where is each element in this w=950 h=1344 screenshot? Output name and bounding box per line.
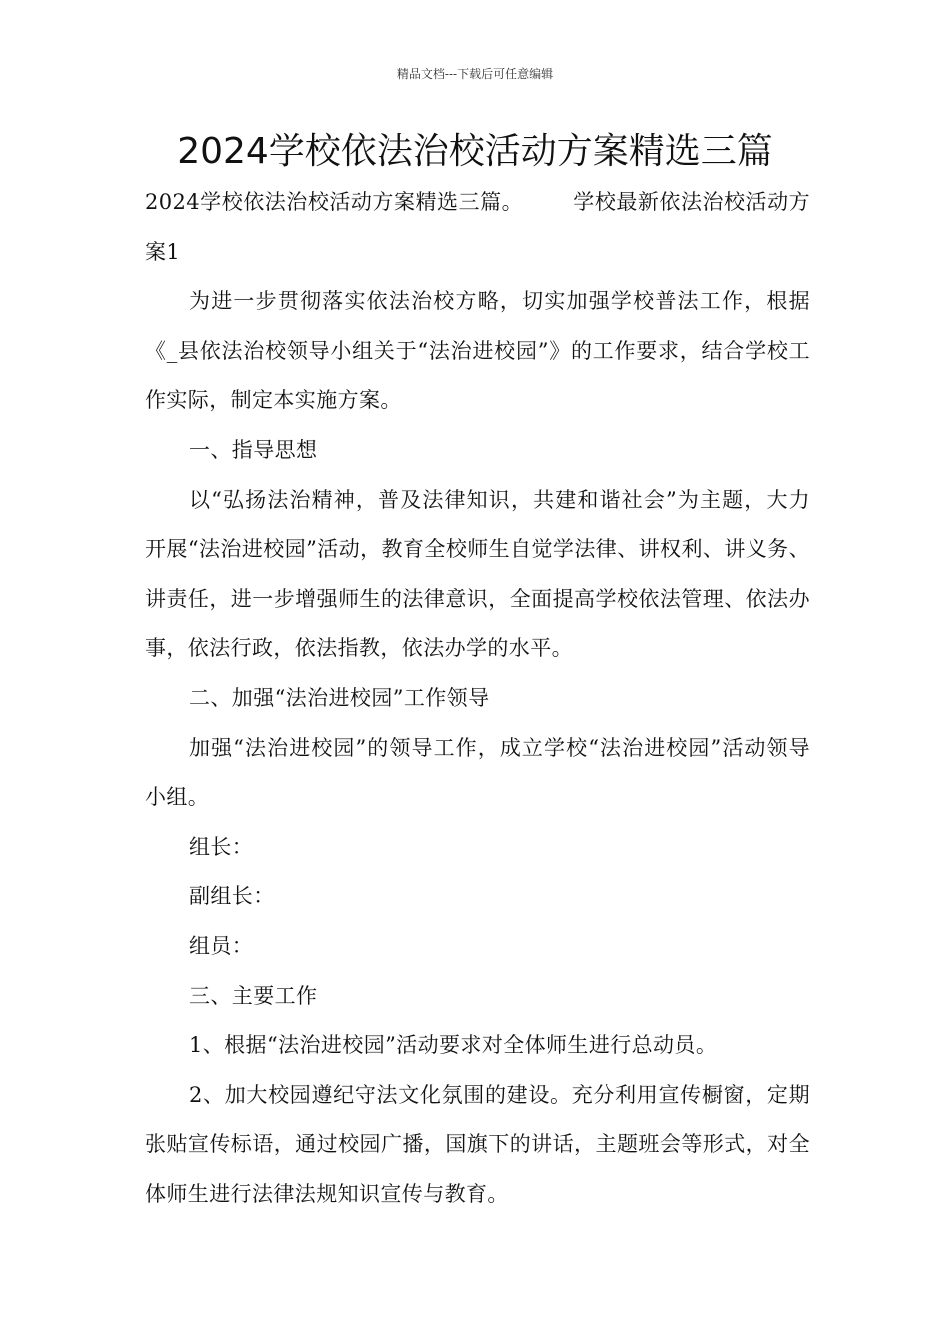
intro-right-text: 学校最新依法治校活动方案1 [145,190,811,264]
paragraph-guiding-ideology: 以“弘扬法治精神，普及法律知识，共建和谐社会”为主题，大力开展“法治进校园”活动，教育全校师生自觉学法律、讲权利、讲义务、讲责任，进一步增强师生的法律意识，全面提高学校依法管理、依法办事，依法行政，依法指教，依法办学的水平。 [145,487,810,661]
header-note: 精品文档---下载后可任意编辑 [396,67,554,81]
document-body [145,178,810,1219]
section-heading-leadership: 二、加强“法治进校园”工作领导 [189,685,490,710]
deputy-leader-line: 副组长： [189,884,275,909]
group-leader-line: 组长： [189,834,254,859]
work-item-2: 2、加大校园遵纪守法文化氛围的建设。充分利用宣传橱窗，定期张贴宣传标语，通过校园广播，国旗下的讲话，主题班会等形式，对全体师生进行法律法规知识宣传与教育。 [145,1082,810,1206]
section-heading-guiding-ideology: 一、指导思想 [189,437,318,462]
group-members-line: 组员： [189,933,254,958]
work-item-1: 1、根据“法治进校园”活动要求对全体师生进行总动员。 [189,1033,718,1058]
document-title: 2024学校依法治校活动方案精选三篇 [177,131,773,172]
paragraph-purpose: 为进一步贯彻落实依法治校方略，切实加强学校普法工作，根据《_县依法治校领导小组关于“法治进校园”》的工作要求，结合学校工作实际，制定本实施方案。 [145,289,810,413]
intro-left-text: 2024学校依法治校活动方案精选三篇。 [145,190,524,214]
intro-paragraph [145,178,810,277]
section-heading-main-work: 三、主要工作 [189,983,318,1008]
paragraph-leadership: 加强“法治进校园”的领导工作，成立学校“法治进校园”活动领导小组。 [145,735,810,810]
